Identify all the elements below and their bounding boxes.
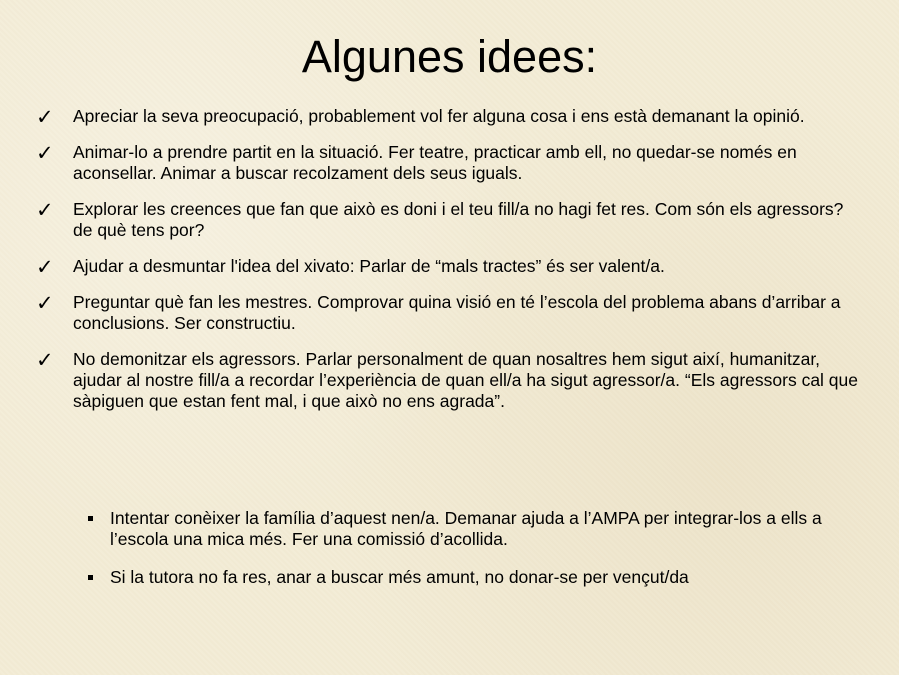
bullet-item [36, 349, 866, 412]
bullet-text: Ajudar a desmuntar l'idea del xivato: Parlar de “mals tractes” és ser valent/a. [73, 256, 665, 276]
subbullet-text: Intentar conèixer la família d’aquest nen/a. Demanar ajuda a l’AMPA per integrar-los a ells a l’escola una mica més. Fer una comissió d’acollida. [110, 508, 822, 549]
slide-title: Algunes idees: [301, 31, 598, 82]
check-icon: ✓ [36, 198, 54, 222]
bullet-text: Preguntar què fan les mestres. Comprovar quina visió en té l’escola del problema abans d’arribar a conclusions. Ser constructiu. [73, 292, 841, 333]
check-icon: ✓ [36, 255, 54, 279]
subbullet-item [88, 567, 848, 588]
bullet-item [36, 256, 866, 277]
bullet-text: Apreciar la seva preocupació, probablement vol fer alguna cosa i ens està demanant la opinió. [73, 106, 805, 126]
bullet-text: No demonitzar els agressors. Parlar personalment de quan nosaltres hem sigut així, humanitzar, ajudar al nostre fill/a a recordar l’experiència de quan ell/a ha sigut agressor/a. “Els agressors cal que sàpiguen que estan fent mal, i que això no ens agrada”. [73, 349, 859, 411]
check-icon: ✓ [36, 105, 54, 129]
bullet-text: Animar-lo a prendre partit en la situació. Fer teatre, practicar amb ell, no quedar-se només en aconsellar. Animar a buscar recolzament dels seus iguals. [73, 142, 797, 183]
subbullet-text: Si la tutora no fa res, anar a buscar més amunt, no donar-se per vençut/da [110, 567, 689, 587]
bullet-item [36, 292, 866, 334]
bullet-item [36, 106, 866, 127]
check-icon: ✓ [36, 348, 54, 372]
bullet-text: Explorar les creences que fan que això es doni i el teu fill/a no hagi fet res. Com són els agressors? de què tens por? [73, 199, 844, 240]
check-icon: ✓ [36, 291, 54, 315]
square-bullet-icon [88, 575, 93, 580]
bullet-list [36, 106, 866, 427]
check-icon: ✓ [36, 141, 54, 165]
bullet-item [36, 142, 866, 184]
square-bullet-icon [88, 516, 93, 521]
bullet-item [36, 199, 866, 241]
subbullet-list [88, 508, 848, 605]
subbullet-item [88, 508, 848, 550]
